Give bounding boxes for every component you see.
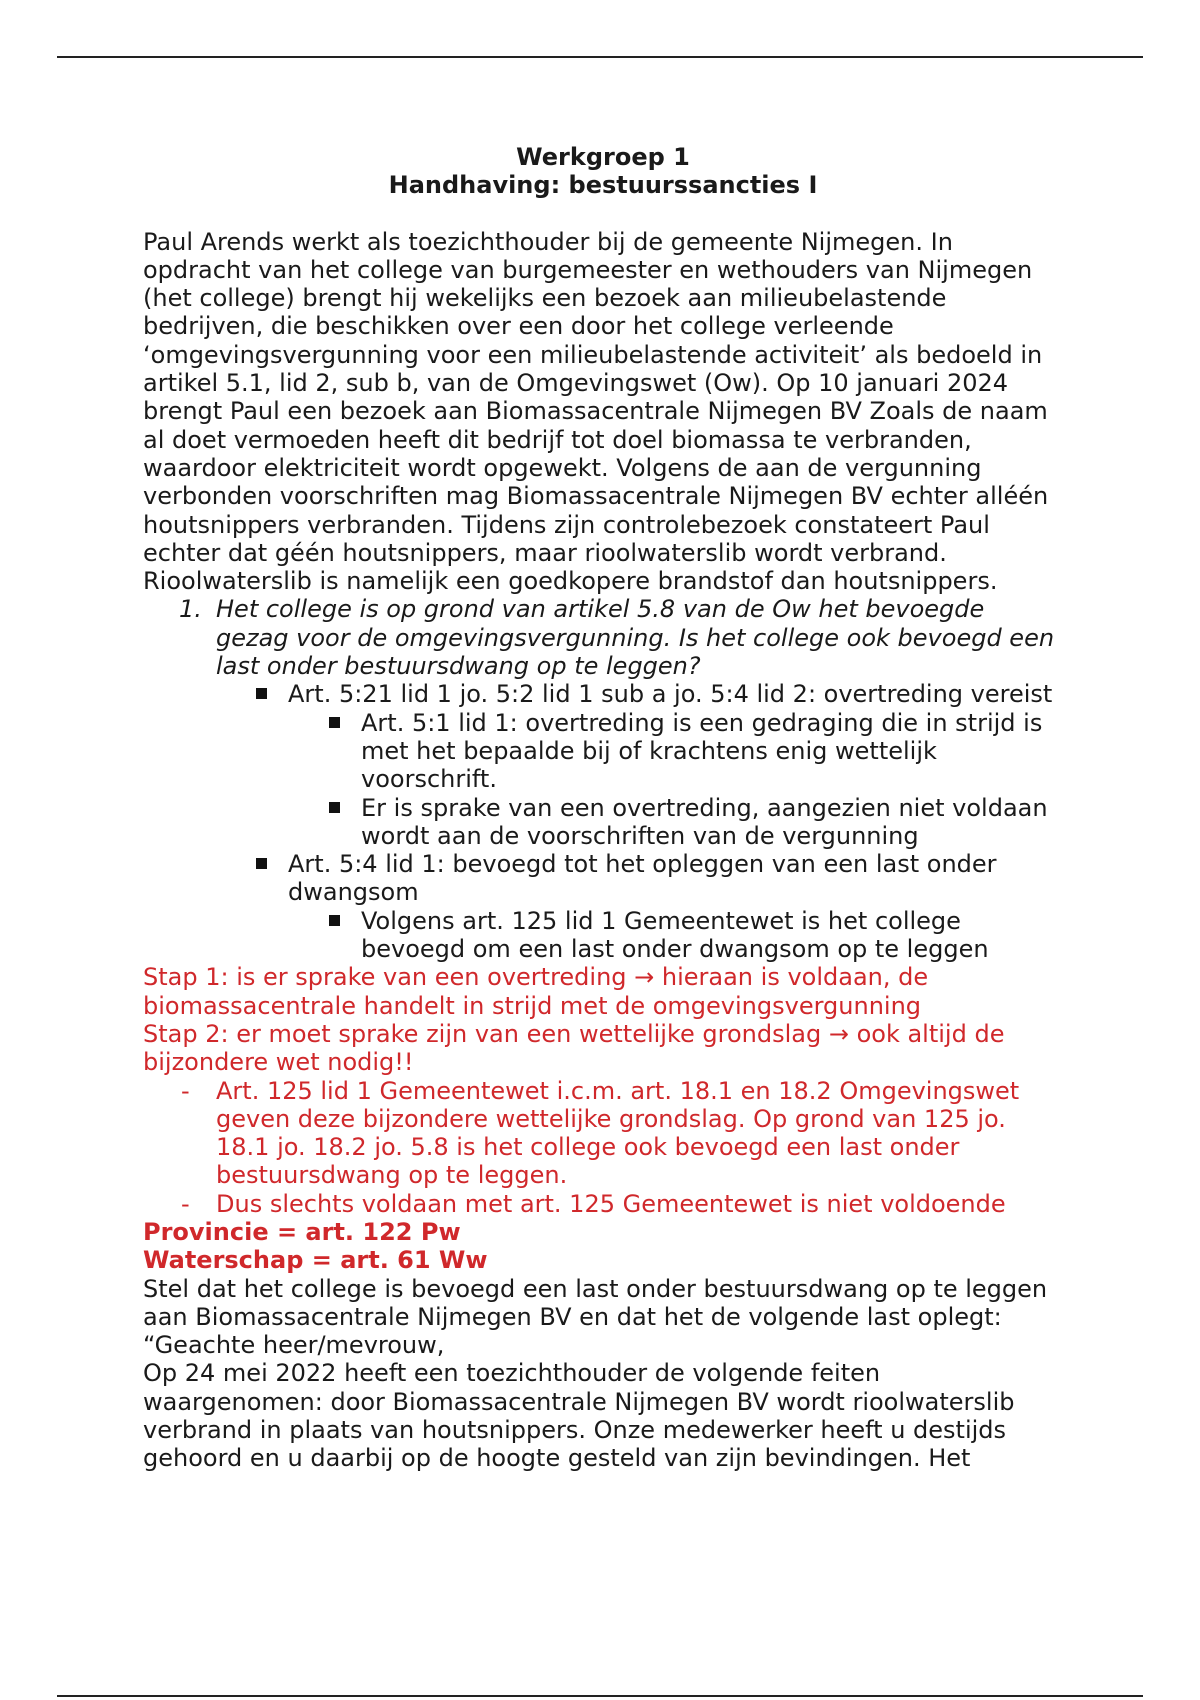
dash-marker: - [181, 1076, 190, 1105]
title-line-2: Handhaving: bestuurssancties I [388, 171, 818, 200]
dash-item-text: Art. 125 lid 1 Gemeentewet i.c.m. art. 18.1 en 18.2 Omgevingswet geven deze bijzondere wettelijke grondslag. Op grond van 125 jo. 18.1 jo. 18.2 jo. 5.8 is het college ook bevoegd een last onder bestuursdwang op te leggen. [216, 1076, 1020, 1190]
dash-marker: - [181, 1189, 190, 1218]
bullet-definitie-overtreding: Art. 5:1 lid 1: overtreding is een gedraging die in strijd is met het bepaalde bij of krachtens enig wettelijk voorschrift. [143, 709, 1063, 794]
bullet-overtreding-vereist: Art. 5:21 lid 1 jo. 5:2 lid 1 sub a jo. 5:4 lid 2: overtreding vereist [143, 680, 1063, 708]
case-2-intro: Stel dat het college is bevoegd een last onder bestuursdwang op te leggen aan Biomassacentrale Nijmegen BV en dat het de volgende last oplegt: [143, 1274, 1048, 1331]
dash-item-niet-voldoende [143, 1190, 1063, 1218]
note-provincie: Provincie = art. 122 Pw [143, 1217, 461, 1246]
title-line-1: Werkgroep 1 [516, 143, 690, 171]
question-number: 1. [179, 595, 202, 624]
footer-rule [57, 1695, 1143, 1697]
intro-paragraph: Paul Arends werkt als toezichthouder bij de gemeente Nijmegen. In opdracht van het college van burgemeester en wethouders van Nijmegen (het college) brengt hij wekelijks een bezoek aan milieubelastende bedrijven, die beschikken over een door het college verleende ‘omgevingsvergunning voor een milieubelastende activiteit’ als bedoeld in artikel 5.1, lid 2, sub b, van de Omgevingswet (Ow). Op 10 januari 2024 brengt Paul een bezoek aan Biomassacentrale Nijmegen BV Zoals de naam al doet vermoeden heeft dit bedrijf tot doel biomassa te verbranden, waardoor elektriciteit wordt opgewekt. Volgens de aan de vergunning verbonden voorschriften mag Biomassacentrale Nijmegen BV echter alléén houtsnippers verbranden. Tijdens zijn controlebezoek constateert Paul echter dat géén houtsnippers, maar rioolwaterslib wordt verbrand. Rioolwaterslib is namelijk een goedkopere brandstof dan houtsnippers. [143, 227, 1049, 596]
dash-item-text: Dus slechts voldaan met art. 125 Gemeentewet is niet voldoende [216, 1189, 1006, 1218]
header-rule [57, 56, 1143, 58]
note-waterschap: Waterschap = art. 61 Ww [143, 1246, 488, 1275]
step-1: Stap 1: is er sprake van een overtreding → hieraan is voldaan, de biomassacentrale handelt in strijd met de omgevingsvergunning [143, 963, 929, 1020]
letter-body: Op 24 mei 2022 heeft een toezichthouder de volgende feiten waargenomen: door Biomassacentrale Nijmegen BV wordt rioolwaterslib verbrand in plaats van houtsnippers. Onze medewerker heeft u destijds gehoord en u daarbij op de hoogte gesteld van zijn bevindingen. Het [143, 1359, 1015, 1473]
letter-salutation: “Geachte heer/mevrouw, [143, 1331, 445, 1360]
document-body [143, 143, 1063, 1473]
bullet-bevoegdheid: Art. 5:4 lid 1: bevoegd tot het opleggen van een last onder dwangsom [143, 850, 1063, 907]
question-1 [143, 595, 1063, 680]
bullet-sprake-van-overtreding: Er is sprake van een overtreding, aangezien niet voldaan wordt aan de voorschriften van de vergunning [143, 794, 1063, 851]
question-text: Het college is op grond van artikel 5.8 van de Ow het bevoegde gezag voor de omgevingsvergunning. Is het college ook bevoegd een last onder bestuursdwang op te leggen? [216, 595, 1055, 681]
dash-item-grondslag [143, 1077, 1063, 1190]
bullet-gemeentewet: Volgens art. 125 lid 1 Gemeentewet is het college bevoegd om een last onder dwangsom op te leggen [143, 907, 1063, 964]
step-2: Stap 2: er moet sprake zijn van een wettelijke grondslag → ook altijd de bijzondere wet nodig!! [143, 1019, 1005, 1077]
